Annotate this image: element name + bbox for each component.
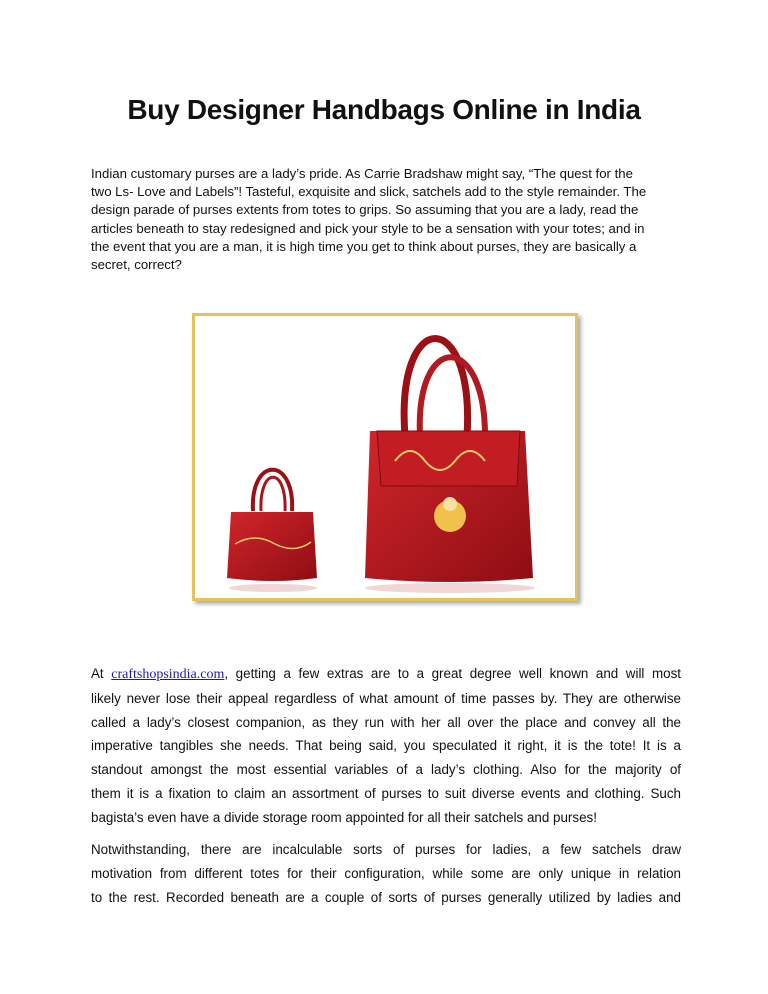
text-line: motivation from different totes for their configuration, while some are only unique in relation — [91, 865, 681, 881]
craftshopsindia-link[interactable]: craftshopsindia.com — [111, 667, 225, 682]
body-paragraph — [91, 662, 681, 830]
text-line: two Ls- Love and Labels”! Tasteful, exquisite and slick, satchels add to the style remainder. The — [91, 184, 647, 200]
text-line: them it is a fixation to claim an assortment of purses to suit diverse events and clothing. Such — [91, 785, 681, 801]
intro-paragraph — [91, 165, 681, 274]
text-line: likely never lose their appeal regardless of what amount of time passes by. They are otherwise — [91, 690, 681, 706]
text-line: to the rest. Recorded beneath are a couple of sorts of purses generally utilized by ladies and — [91, 889, 681, 905]
text: , getting a few extras are to a great degree well known and will most — [224, 666, 681, 681]
text-line: called a lady’s closest companion, as they run with her all over the place and convey all the — [91, 714, 681, 730]
text-line: Indian customary purses are a lady’s pride. As Carrie Bradshaw might say, “The quest for the — [91, 166, 633, 181]
text-line: imperative tangibles she needs. That being said, you speculated it right, it is the tote! It is a — [91, 738, 681, 754]
handbags-illustration — [195, 316, 575, 598]
handbags-image — [192, 313, 578, 601]
small-handbag — [227, 470, 317, 592]
text-line: Notwithstanding, there are incalculable sorts of purses for ladies, a few satchels draw — [91, 842, 681, 857]
text-line — [91, 662, 681, 687]
large-handbag — [365, 339, 535, 594]
text-line: articles beneath to stay redesigned and pick your style to be a sensation with your totes; and in — [91, 220, 645, 236]
page-title: Buy Designer Handbags Online in India — [127, 94, 641, 125]
text-line: secret, correct? — [91, 257, 182, 273]
text: At — [91, 666, 112, 681]
text-line: standout amongst the most essential variables of a lady’s clothing. Also for the majority of — [91, 762, 681, 778]
text-line: design parade of purses extents from totes to grips. So assuming that you are a lady, read the — [91, 202, 639, 218]
body-paragraph — [91, 838, 681, 909]
text-line: bagista’s even have a divide storage room appointed for all their satchels and purses! — [91, 809, 597, 825]
text-line: the event that you are a man, it is high time you get to think about purses, they are basically a — [91, 238, 637, 254]
